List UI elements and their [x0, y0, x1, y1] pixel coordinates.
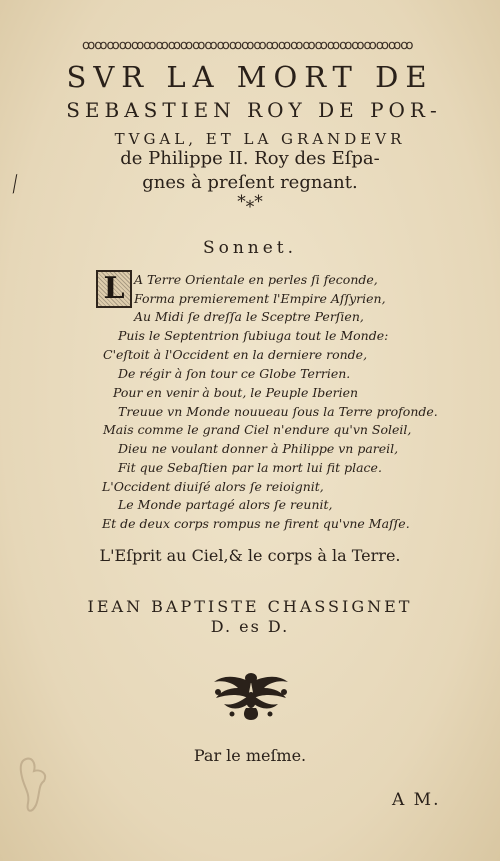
ink-mark-icon: ⟋ — [2, 170, 28, 198]
author-degree: D. es D. — [210, 617, 290, 636]
verse-line: L'Occident diuiſé alors ſe reioignit, — [102, 479, 324, 494]
title-line-3: TVGAL, ET LA GRANDEVR — [114, 130, 406, 148]
verse-line: Pour en venir à bout, le Peuple Iberien — [113, 385, 359, 400]
title-line-5: gnes à preſent regnant. — [142, 172, 358, 193]
verse-line: Forma premierement l'Empire Aſſyrien, — [134, 291, 386, 306]
verse-line: Le Monde partagé alors ſe reunit, — [118, 497, 333, 512]
verse-line: C'eſtoit à l'Occident en la derniere ronde, — [103, 347, 368, 362]
motto: L'Eſprit au Ciel,& le corps à la Terre. — [99, 546, 401, 565]
paper-stain-icon — [18, 755, 58, 817]
title-line-4: de Philippe II. Roy des Eſpa- — [120, 148, 380, 169]
verse-line: Dieu ne voulant donner à Philippe vn pareil, — [118, 441, 399, 456]
verse-line: Et de deux corps rompus ne firent qu'vne Maſſe. — [102, 516, 410, 531]
drop-cap-letter: L — [98, 272, 130, 306]
verse-line: Mais comme le grand Ciel n'endure qu'vn Soleil, — [103, 422, 412, 437]
sonnet-heading: Sonnet. — [202, 238, 298, 258]
verse-line: A Terre Orientale en perles ſi feconde, — [134, 272, 378, 287]
verse-line: Puis le Septentrion ſubiuga tout le Monde: — [118, 328, 389, 343]
byline: Par le meſme. — [193, 746, 307, 765]
decorative-border: ꝏꝏꝏꝏꝏꝏꝏꝏꝏꝏꝏꝏꝏꝏꝏꝏꝏꝏꝏꝏꝏꝏꝏꝏꝏꝏꝏ — [82, 38, 413, 52]
title-line-1: SVR LA MORT DE — [66, 60, 434, 94]
drop-cap — [96, 270, 132, 308]
title-line-2: SEBASTIEN ROY DE POR- — [66, 98, 442, 122]
verse-line: Fit que Sebaſtien par la mort lui fit place. — [118, 460, 382, 475]
verse-line: Treuue vn Monde nouueau ſous la Terre profonde. — [118, 404, 438, 419]
verse-line: De régir à ſon tour ce Globe Terrien. — [118, 366, 351, 381]
author-name: IEAN BAPTISTE CHASSIGNET — [87, 597, 413, 616]
fleuron-ornament-icon — [208, 668, 294, 722]
verse-line: Au Midi ſe dreſſa le Sceptre Perſien, — [134, 309, 364, 324]
closing-initials: A M. — [392, 790, 441, 810]
asterism: *⁎* — [237, 192, 263, 212]
